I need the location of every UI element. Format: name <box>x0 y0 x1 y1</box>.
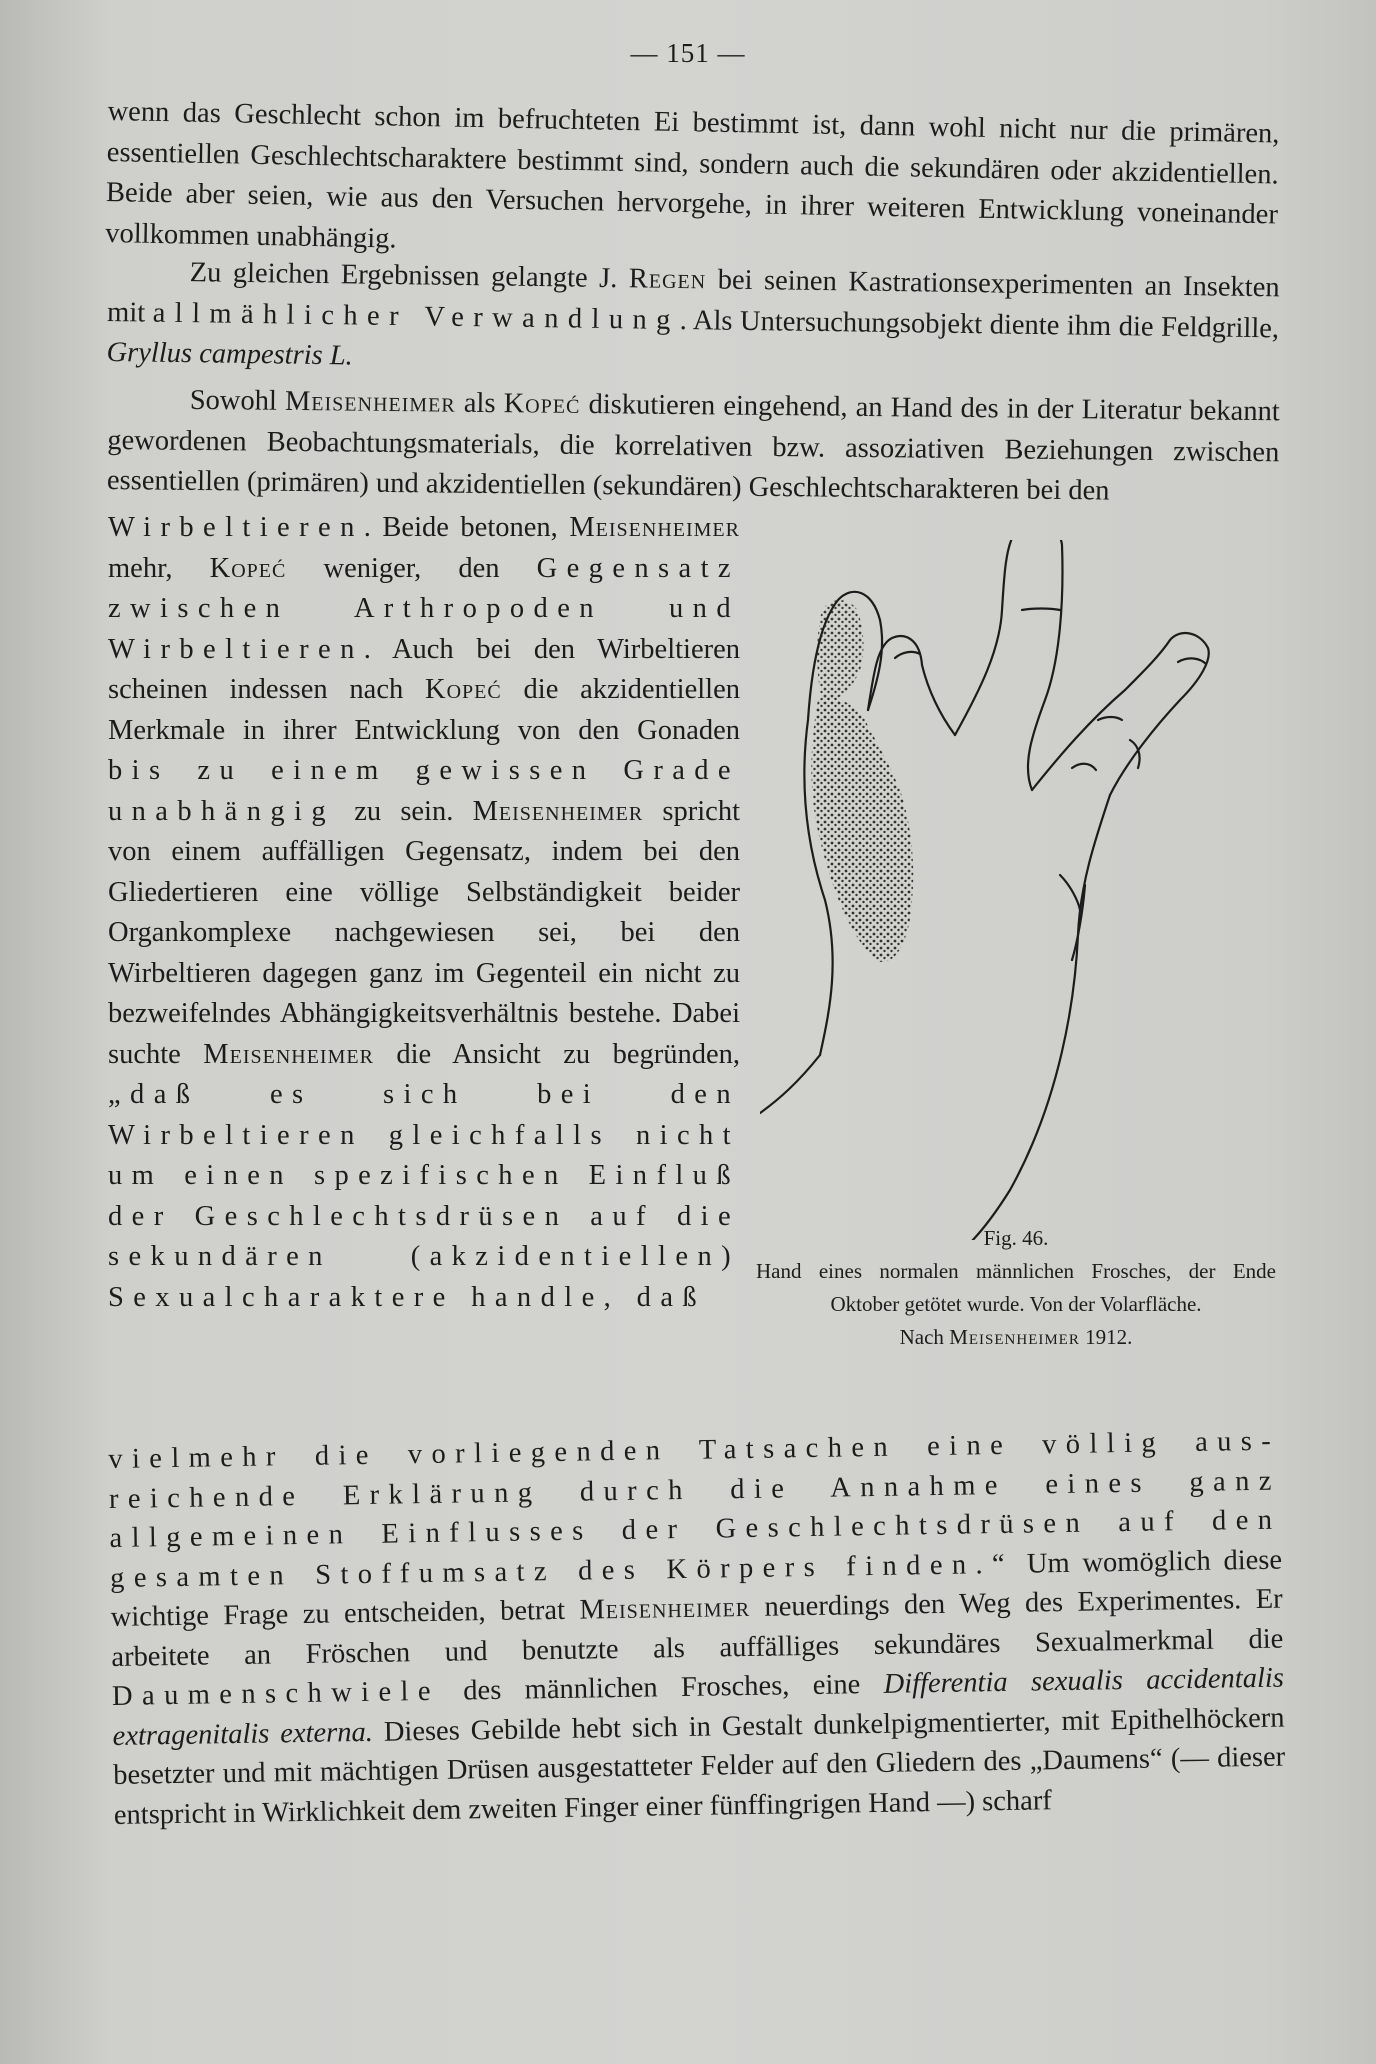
species-name: Gryllus campestris L. <box>106 336 354 372</box>
author-name: Meisenheimer <box>569 512 740 543</box>
author-name: Kopeć <box>503 388 581 420</box>
paragraph-3-top <box>107 380 1280 514</box>
spaced-emphasis: Daumenschwiele <box>111 1675 441 1712</box>
latin-term: Differentia sexualis accidentalis extragenitalis externa. <box>112 1662 1285 1752</box>
frog-hand-drawing <box>760 540 1300 1240</box>
text-run: die akzidentiellen Merkmale in ihrer Entwicklung von den Gonaden <box>108 674 740 746</box>
text-run: Dieses Gebilde hebt sich in Gestalt dunkelpigmentierter, mit Epithelhöckern besetzter und mit mächtigen Drüsen ausgestatteter Felder auf den Gliedern des „Daumens“ (— dieser entspricht in Wirklichkeit dem zweiten Finger einer fünffingrigen Hand —) scharf <box>113 1702 1286 1831</box>
spaced-emphasis: „daß es sich bei den Wirbeltieren gleichfalls nicht um einen spezifischen Einfluß der Geschlechtsdrüsen auf die sekundären (akzidentiellen) Sexualcharaktere handle, daß <box>108 1079 740 1313</box>
author-name: Meisenheimer <box>949 1325 1080 1349</box>
text-run: spricht von einem auffälligen Gegensatz, indem bei den Gliedertieren eine völlige Selbständigkeit beider Organkomplexe nachgewiesen sei, bei den Wirbeltieren dagegen ganz im Gegenteil ein nicht zu bezweifelndes Abhängigkeitsverhältnis bestehe. Dabei suchte <box>108 795 740 1070</box>
figure-source-prefix: Nach <box>899 1325 950 1349</box>
figure-caption <box>756 1222 1276 1354</box>
text-run: mehr, <box>108 552 210 584</box>
text-run: die Ansicht zu begründen, <box>373 1038 740 1070</box>
text-run: zu sein. <box>335 795 473 827</box>
paragraph-3-bottom <box>108 1422 1286 1835</box>
text-run: Zu gleichen Ergebnissen gelangte J. <box>189 257 630 295</box>
text-run: . Auch bei den Wirbeltieren scheinen indessen nach <box>108 633 740 705</box>
nuptial-pad <box>811 697 913 962</box>
paragraph-1-text: wenn das Geschlecht schon im befruchteten Ei bestimmt ist, dann wohl nicht nur die primären, essentiellen Geschlechtscharaktere bestimmt sind, sondern auch die sekundären oder akzidentiellen. Beide aber seien, wie aus den Versuchen hervorgehe, in ihrer weiteren Entwicklung voneinander vollkommen unabhängig. <box>104 95 1280 255</box>
spaced-emphasis: bis zu einem gewissen Grade unabhängig <box>108 755 740 827</box>
figure-label: Fig. 46. <box>983 1226 1049 1250</box>
text-run: . Beide betonen, <box>363 512 570 543</box>
paragraph-3-column <box>108 508 740 1318</box>
author-name: Meisenheimer <box>472 795 644 827</box>
paragraph-1 <box>105 92 1280 276</box>
text-run: neuerdings den Weg des Experimentes. Er arbeitete an Fröschen und benutzte als auffälliges sekundäres Sexualmerkmal die <box>111 1583 1284 1673</box>
spaced-emphasis: Gegensatz zwischen Arthropoden und Wirbeltieren <box>108 552 740 665</box>
figure-source-year: 1912. <box>1079 1325 1133 1349</box>
author-name: Regen <box>628 263 707 296</box>
text-run: . Als Untersuchungsobjekt diente ihm die Feldgrille, <box>679 304 1280 344</box>
text-run: bei seinen Kastrationsexperimenten an Insekten mit <box>106 264 1280 329</box>
author-name: Meisenheimer <box>579 1591 751 1626</box>
text-run: als <box>455 387 504 420</box>
paragraph-2 <box>106 252 1280 390</box>
text-run: Sowohl <box>189 384 286 417</box>
text-run: diskutieren eingehend, an Hand des in der Literatur bekannt gewordenen Beobachtungsmaterials, die korrelativen bzw. assoziativen Beziehungen zwischen essentiellen (primären) und akzidentiellen (sekundären) Geschlechtscharakteren bei den <box>106 388 1280 507</box>
figure-source <box>756 1321 1276 1354</box>
spaced-emphasis: allmählicher Verwandlung <box>152 297 681 336</box>
author-name: Meisenheimer <box>284 385 456 419</box>
nuptial-pad <box>817 600 863 701</box>
text-run: Um womöglich diese wichtige Frage zu entscheiden, betrat <box>110 1544 1283 1633</box>
text-run: des männlichen Frosches, eine <box>439 1668 884 1707</box>
frog-hand-figure <box>760 540 1300 1240</box>
author-name: Kopeć <box>209 552 287 584</box>
spaced-emphasis: Wirbeltieren <box>108 512 364 543</box>
page-number: — 151 — <box>630 38 746 68</box>
text-run: weniger, den <box>286 552 537 584</box>
author-name: Kopeć <box>425 674 502 705</box>
figure-caption-text: Hand eines normalen männlichen Frosches, der Ende Oktober getötet wurde. Von der Volarfläche. <box>756 1259 1276 1316</box>
author-name: Meisenheimer <box>203 1038 374 1070</box>
spaced-emphasis: vielmehr die vorliegenden Tatsachen eine völlig aus-reichende Erklärung durch die Annahme eines ganz allgemeinen Einflusses der Geschlechtsdrüsen auf den gesamten Stoffumsatz des Körpers finden.“ <box>108 1425 1282 1594</box>
